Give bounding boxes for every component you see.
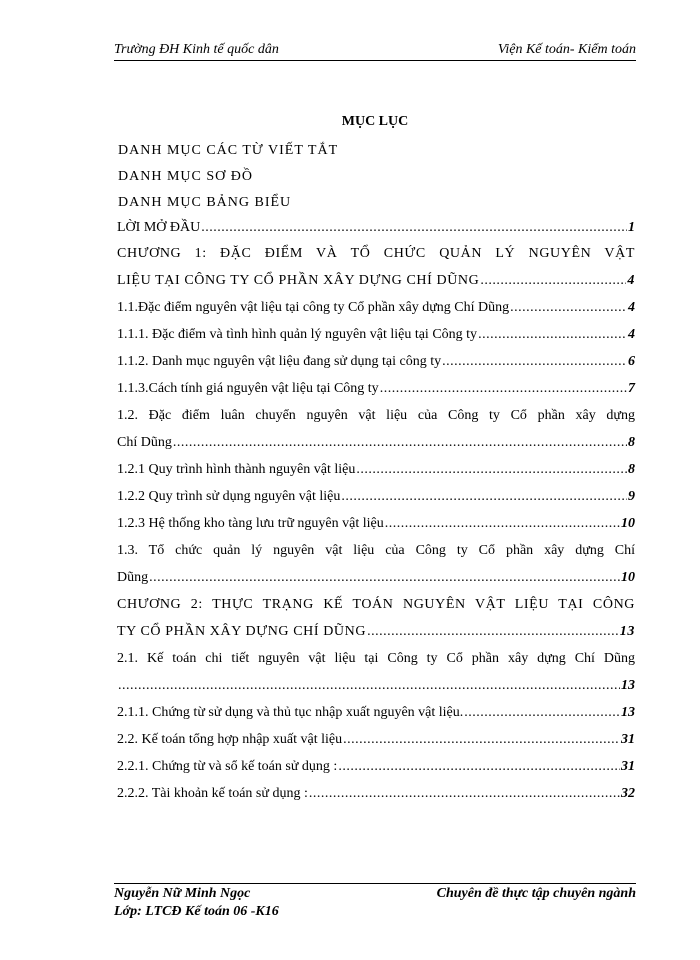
toc-entry[interactable]: 1.3. Tổ chức quản lý nguyên vật liệu của Công ty Cổ phần xây dựng Chí	[117, 543, 635, 558]
toc-entry-chapter-1[interactable]: CHƯƠNG 1: ĐẶC ĐIỂM VÀ TỔ CHỨC QUẢN LÝ NGUYÊN VẬT	[117, 246, 635, 261]
front-matter-diagrams: DANH MỤC SƠ ĐỒ	[118, 169, 253, 184]
toc-entry-chapter-2[interactable]: CHƯƠNG 2: THỰC TRẠNG KẾ TOÁN NGUYÊN VẬT LIỆU TẠI CÔNG	[117, 597, 635, 612]
toc-page: 10	[621, 516, 635, 531]
toc-page: 13	[621, 705, 635, 720]
toc-entry-cont[interactable]	[117, 676, 635, 694]
toc-page: 31	[621, 732, 635, 747]
toc-entry[interactable]: LỜI MỞ ĐẦU ..... 1	[117, 218, 635, 236]
leader-dots	[309, 786, 620, 802]
toc-entry-cont[interactable]: Chí Dũng ..... 8	[117, 433, 635, 451]
front-matter-abbreviations: DANH MỤC CÁC TỪ VIẾT TẮT	[118, 143, 339, 158]
leader-dots	[442, 354, 627, 370]
toc-entry-chapter-1-cont[interactable]: LIỆU TẠI CÔNG TY CỔ PHẦN XÂY DỰNG CHÍ DŨNG ..... 4	[117, 271, 635, 289]
toc-page: 6	[628, 354, 635, 369]
toc-page: 8	[628, 462, 635, 477]
toc-entry[interactable]: 2.2. Kế toán tổng hợp nhập xuất vật liệu ..... 31	[117, 730, 635, 748]
toc-page: 9	[628, 489, 635, 504]
toc-page: 8	[628, 435, 635, 450]
front-matter-tables: DANH MỤC BẢNG BIỂU	[118, 195, 292, 210]
toc-entry[interactable]: 1.2.3 Hệ thống kho tàng lưu trữ nguyên vật liệu ..... 10	[117, 514, 635, 532]
leader-dots	[510, 300, 627, 316]
toc-entry[interactable]: 1.1.3.Cách tính giá nguyên vật liệu tại Công ty ..... 7	[117, 379, 635, 397]
toc-page: 4	[627, 273, 635, 288]
leader-dots	[464, 705, 620, 721]
leader-dots	[118, 678, 620, 694]
leader-dots	[480, 273, 626, 289]
leader-dots	[356, 462, 627, 478]
footer-author: Nguyễn Nữ Minh Ngọc	[114, 886, 251, 901]
toc-page: 1	[628, 220, 635, 235]
toc-entry[interactable]: 1.2.2 Quy trình sử dụng nguyên vật liệu ..... 9	[117, 487, 635, 505]
toc-page: 31	[621, 759, 635, 774]
page-header	[114, 38, 636, 60]
leader-dots	[380, 381, 627, 397]
leader-dots	[478, 327, 627, 343]
toc-page: 13	[619, 624, 635, 639]
toc-entry[interactable]: 1.1.1. Đặc điểm và tình hình quản lý nguyên vật liệu tại Công ty ..... 4	[117, 325, 635, 343]
toc-page: 4	[628, 300, 635, 315]
header-rule	[114, 60, 636, 61]
toc-entry-chapter-2-cont[interactable]: TY CỔ PHẦN XÂY DỰNG CHÍ DŨNG ..... 13	[117, 622, 635, 640]
toc-page: 13	[621, 678, 635, 693]
leader-dots	[385, 516, 620, 532]
footer-class: Lớp: LTCĐ Kế toán 06 -K16	[114, 904, 279, 919]
toc-entry[interactable]: 1.1.2. Danh mục nguyên vật liệu đang sử dụng tại công ty ..... 6	[117, 352, 635, 370]
leader-dots	[367, 624, 619, 640]
toc-page: 7	[628, 381, 635, 396]
footer-rule	[114, 883, 636, 884]
toc-page: 10	[621, 570, 635, 585]
toc-entry[interactable]: 2.1.1. Chứng từ sử dụng và thủ tục nhập xuất nguyên vật liệu. ..... 13	[117, 703, 635, 721]
leader-dots	[343, 732, 620, 748]
toc-entry[interactable]: 1.2.1 Quy trình hình thành nguyên vật liệu ..... 8	[117, 460, 635, 478]
leader-dots	[338, 759, 620, 775]
leader-dots	[173, 435, 627, 451]
toc-entry[interactable]: 2.1. Kế toán chi tiết nguyên vật liệu tại Công ty Cổ phần xây dựng Chí Dũng	[117, 651, 635, 666]
leader-dots	[341, 489, 627, 505]
toc-entry[interactable]: 2.2.2. Tài khoản kế toán sử dụng : ..... 32	[117, 784, 635, 802]
toc-entry[interactable]: 2.2.1. Chứng từ và sổ kế toán sử dụng : ..... 31	[117, 757, 635, 775]
footer-topic: Chuyên đề thực tập chuyên ngành	[436, 886, 636, 901]
toc-entry[interactable]: 1.1.Đặc điểm nguyên vật liệu tại công ty Cổ phần xây dựng Chí Dũng ..... 4	[117, 298, 635, 316]
toc-page: 32	[621, 786, 635, 801]
toc-page: 4	[628, 327, 635, 342]
leader-dots	[201, 220, 627, 236]
header-university: Trường ĐH Kinh tế quốc dân	[114, 42, 279, 57]
leader-dots	[149, 570, 620, 586]
header-institute: Viện Kế toán- Kiểm toán	[497, 42, 636, 57]
toc-entry-cont[interactable]: Dũng ..... 10	[117, 568, 635, 586]
toc-entry[interactable]: 1.2. Đặc điểm luân chuyển nguyên vật liệu của Công ty Cổ phần xây dựng	[117, 408, 635, 423]
page-title: MỤC LỤC	[341, 114, 409, 129]
